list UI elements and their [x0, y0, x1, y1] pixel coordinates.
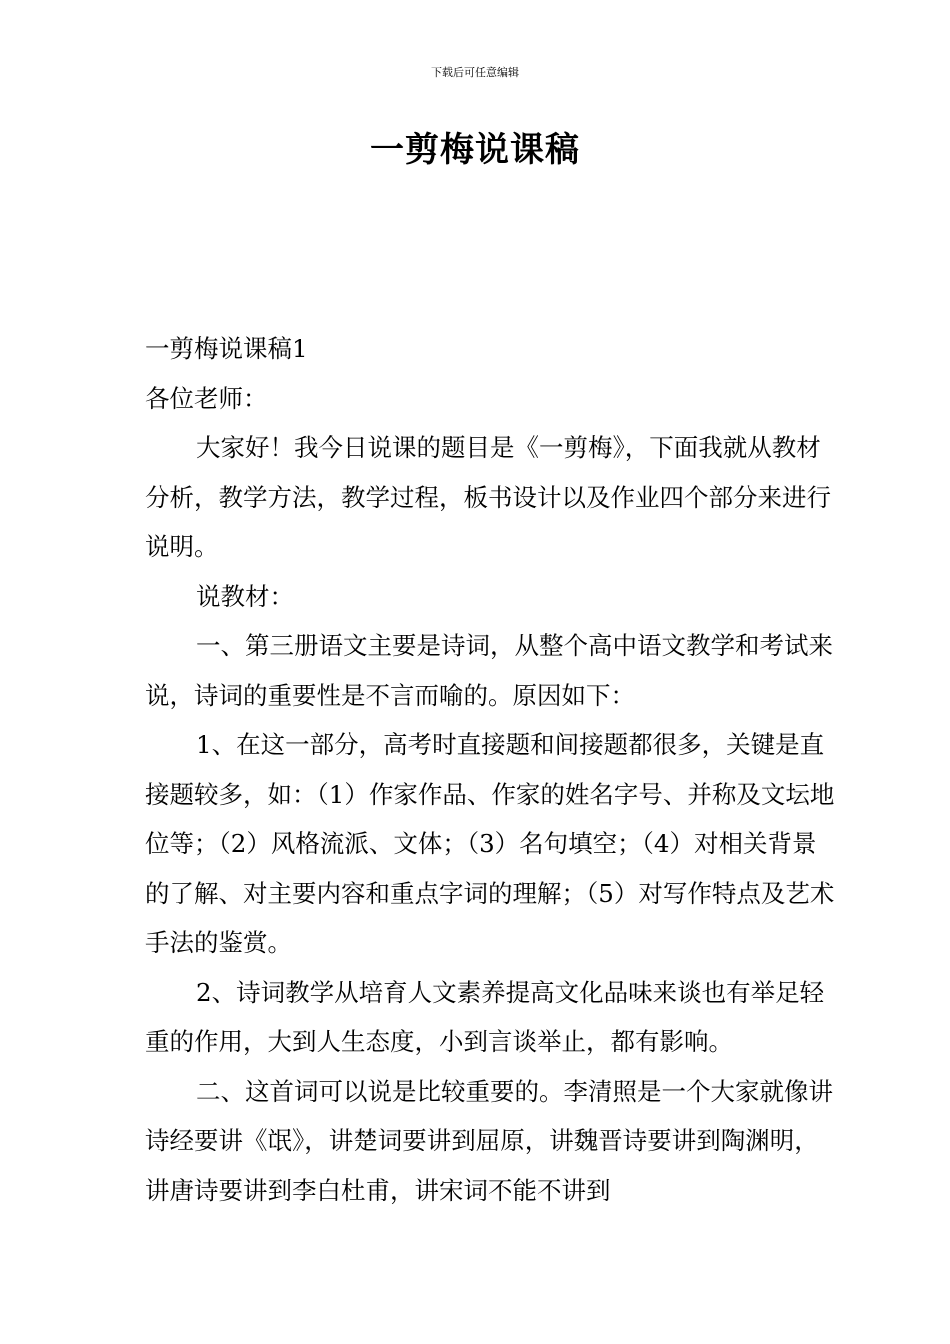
document-body	[145, 324, 835, 1215]
paragraph-reason-one: 1、在这一部分，高考时直接题和间接题都很多，关键是直接题较多，如：（1）作家作品、作家的姓名字号、并称及文坛地位等；（2）风格流派、文体；（3）名句填空；（4）对相关背景的了解、对主要内容和重点字词的理解；（5）对写作特点及艺术手法的鉴赏。	[145, 730, 835, 957]
paragraph-point-two: 二、这首词可以说是比较重要的。李清照是一个大家就像讲诗经要讲《氓》，讲楚词要讲到屈原，讲魏晋诗要讲到陶渊明，讲唐诗要讲到李白杜甫，讲宋词不能不讲到	[145, 1076, 833, 1205]
document-title: 一剪梅说课稿	[370, 130, 580, 170]
paragraph-subheading: 说教材：	[196, 581, 294, 611]
salutation: 各位老师：	[145, 383, 268, 413]
paragraph-intro: 大家好！我今日说课的题目是《一剪梅》，下面我就从教材分析，教学方法，教学过程，板书设计以及作业四个部分来进行说明。	[145, 433, 831, 561]
section-heading: 一剪梅说课稿1	[145, 334, 308, 363]
paragraph-reason-two: 2、诗词教学从培育人文素养提高文化品味来谈也有举足轻重的作用，大到人生态度，小到言谈举止，都有影响。	[145, 977, 825, 1056]
paragraph-point-one: 一、第三册语文主要是诗词，从整个高中语文教学和考试来说，诗词的重要性是不言而喻的。原因如下：	[145, 631, 833, 710]
page-header-note: 下载后可任意编辑	[431, 66, 519, 79]
